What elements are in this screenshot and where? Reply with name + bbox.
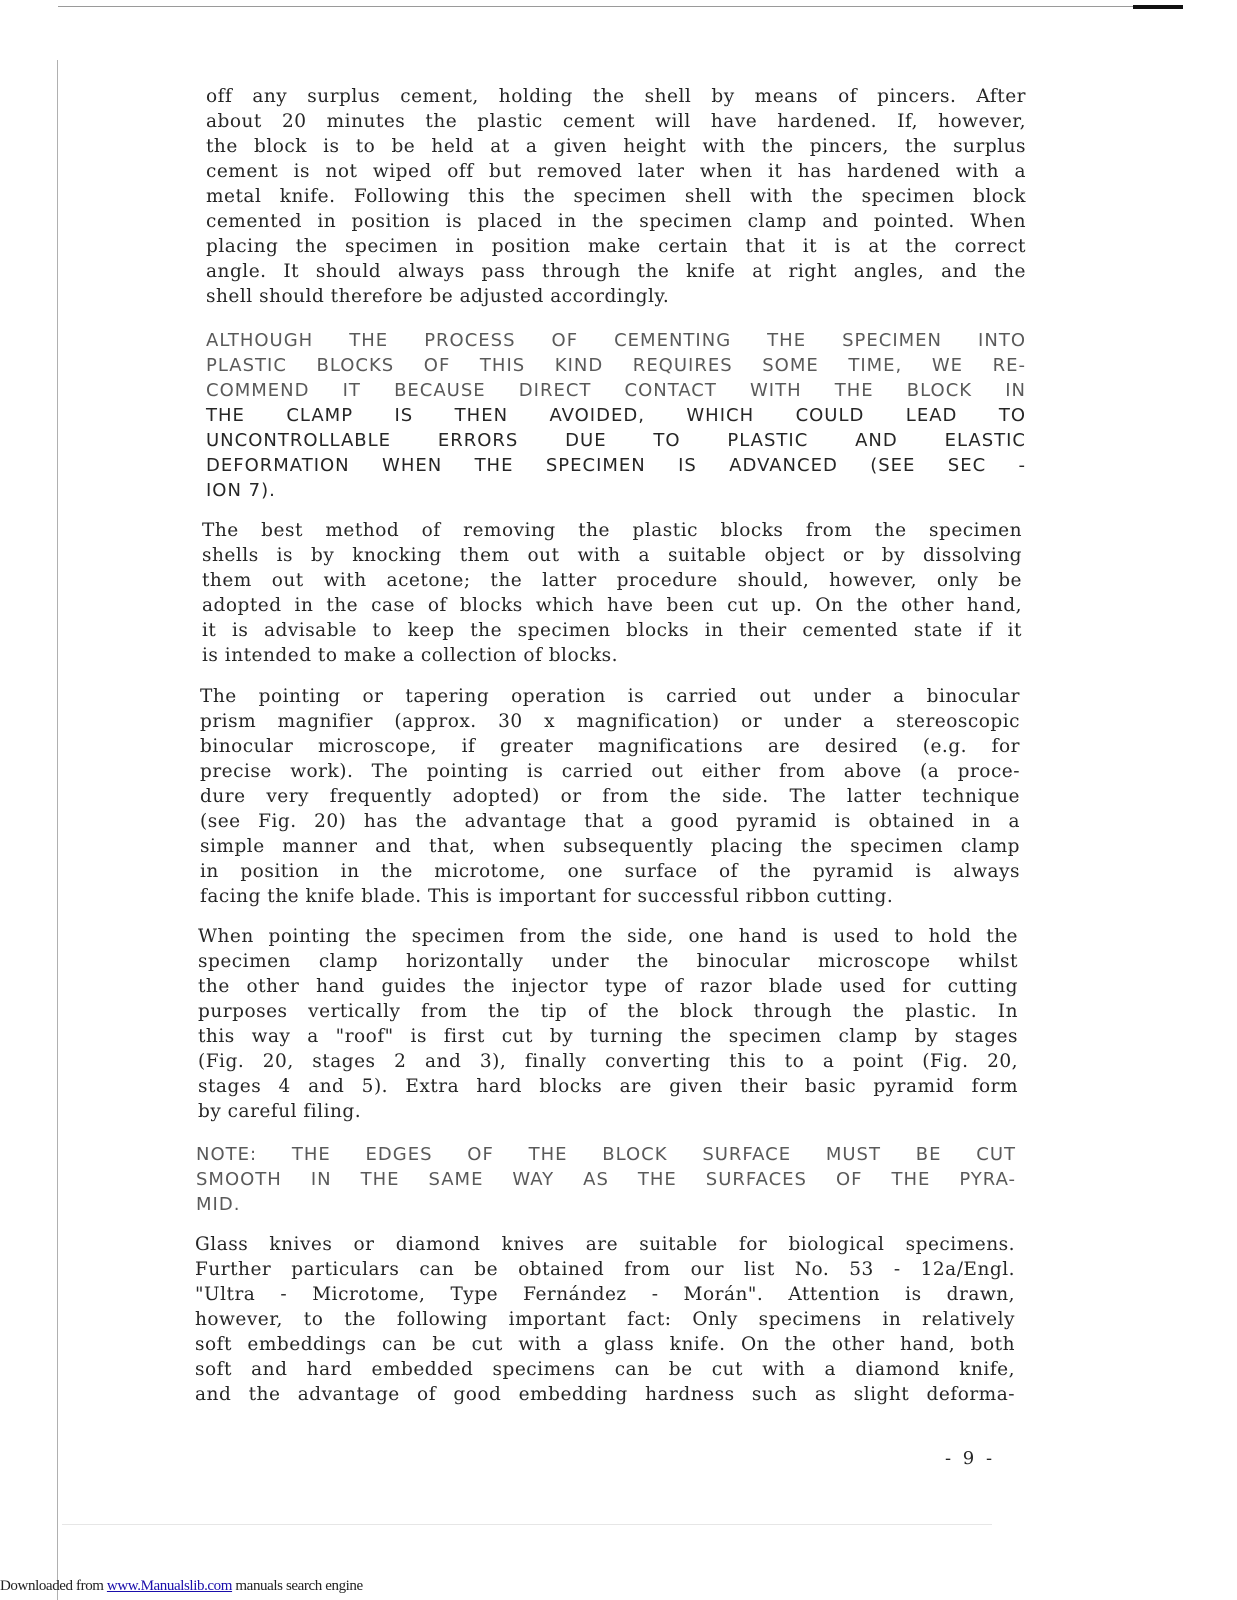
text-line: about 20 minutes the plastic cement will have hardened. If, however,	[206, 111, 1026, 132]
text-line: dure very frequently adopted) or from the side. The latter technique	[200, 786, 1020, 807]
text-line: facing the knife blade. This is important for successful ribbon cutting.	[200, 886, 894, 907]
text-line: however, to the following important fact: Only specimens in relatively	[195, 1309, 1015, 1330]
text-line: soft and hard embedded specimens can be cut with a diamond knife,	[195, 1359, 1015, 1380]
text-line: and the advantage of good embedding hardness such as slight deforma-	[195, 1384, 1015, 1405]
text-line: COMMEND IT BECAUSE DIRECT CONTACT WITH THE BLOCK IN	[206, 380, 1026, 401]
text-line: angle. It should always pass through the knife at right angles, and the	[206, 261, 1026, 282]
text-line: shells is by knocking them out with a suitable object or by dissolving	[202, 545, 1022, 566]
top-border-mark	[1133, 5, 1183, 9]
text-line: ION 7).	[206, 480, 276, 501]
text-line: Further particulars can be obtained from our list No. 53 - 12a/Engl.	[195, 1259, 1015, 1280]
text-line: binocular microscope, if greater magnifications are desired (e.g. for	[200, 736, 1020, 757]
text-line: "Ultra - Microtome, Type Fernández - Morán". Attention is drawn,	[195, 1284, 1015, 1305]
text-line: the other hand guides the injector type of razor blade used for cutting	[198, 976, 1018, 997]
text-line: UNCONTROLLABLE ERRORS DUE TO PLASTIC AND ELASTIC	[206, 430, 1026, 451]
text-line: (see Fig. 20) has the advantage that a good pyramid is obtained in a	[200, 811, 1020, 832]
text-line: soft embeddings can be cut with a glass knife. On the other hand, both	[195, 1334, 1015, 1355]
text-line: them out with acetone; the latter procedure should, however, only be	[202, 570, 1022, 591]
text-line: NOTE: THE EDGES OF THE BLOCK SURFACE MUST BE CUT	[196, 1144, 1016, 1165]
text-line: When pointing the specimen from the side, one hand is used to hold the	[198, 926, 1018, 947]
footer-prefix: Downloaded from	[0, 1578, 107, 1594]
text-line: prism magnifier (approx. 30 x magnification) or under a stereoscopic	[200, 711, 1020, 732]
text-line: cemented in position is placed in the specimen clamp and pointed. When	[206, 211, 1026, 232]
download-footer	[0, 1578, 363, 1595]
text-line: it is advisable to keep the specimen blocks in their cemented state if it	[202, 620, 1022, 641]
text-line: is intended to make a collection of blocks.	[202, 645, 619, 666]
text-line: MID.	[196, 1194, 241, 1215]
bottom-scan-line	[62, 1524, 992, 1525]
text-line: DEFORMATION WHEN THE SPECIMEN IS ADVANCED (SEE SEC -	[206, 455, 1026, 476]
text-line: stages 4 and 5). Extra hard blocks are given their basic pyramid form	[198, 1076, 1018, 1097]
text-line: precise work). The pointing is carried out either from above (a proce-	[200, 761, 1020, 782]
text-line: cement is not wiped off but removed later when it has hardened with a	[206, 161, 1026, 182]
text-line: by careful filing.	[198, 1101, 362, 1122]
text-line: metal knife. Following this the specimen shell with the specimen block	[206, 186, 1026, 207]
left-margin-line	[57, 60, 58, 1600]
text-line: The pointing or tapering operation is carried out under a binocular	[200, 686, 1020, 707]
text-line: ALTHOUGH THE PROCESS OF CEMENTING THE SPECIMEN INTO	[206, 330, 1026, 351]
text-line: (Fig. 20, stages 2 and 3), finally converting this to a point (Fig. 20,	[198, 1051, 1018, 1072]
text-line: in position in the microtome, one surface of the pyramid is always	[200, 861, 1020, 882]
text-line: shell should therefore be adjusted accordingly.	[206, 286, 670, 307]
text-line: placing the specimen in position make certain that it is at the correct	[206, 236, 1026, 257]
text-line: adopted in the case of blocks which have been cut up. On the other hand,	[202, 595, 1022, 616]
text-line: specimen clamp horizontally under the binocular microscope whilst	[198, 951, 1018, 972]
top-border-line	[58, 6, 1183, 7]
text-line: this way a "roof" is first cut by turning the specimen clamp by stages	[198, 1026, 1018, 1047]
page-number: - 9 -	[945, 1448, 996, 1469]
text-line: purposes vertically from the tip of the block through the plastic. In	[198, 1001, 1018, 1022]
text-line: THE CLAMP IS THEN AVOIDED, WHICH COULD LEAD TO	[206, 405, 1026, 426]
manualslib-link[interactable]: www.Manualslib.com	[106, 1578, 233, 1594]
text-line: PLASTIC BLOCKS OF THIS KIND REQUIRES SOME TIME, WE RE-	[206, 355, 1026, 376]
footer-suffix: manuals search engine	[232, 1578, 363, 1594]
text-line: Glass knives or diamond knives are suitable for biological specimens.	[195, 1234, 1015, 1255]
text-line: off any surplus cement, holding the shell by means of pincers. After	[206, 86, 1026, 107]
text-line: the block is to be held at a given height with the pincers, the surplus	[206, 136, 1026, 157]
text-line: The best method of removing the plastic blocks from the specimen	[202, 520, 1022, 541]
text-line: simple manner and that, when subsequently placing the specimen clamp	[200, 836, 1020, 857]
text-line: SMOOTH IN THE SAME WAY AS THE SURFACES OF THE PYRA-	[196, 1169, 1016, 1190]
